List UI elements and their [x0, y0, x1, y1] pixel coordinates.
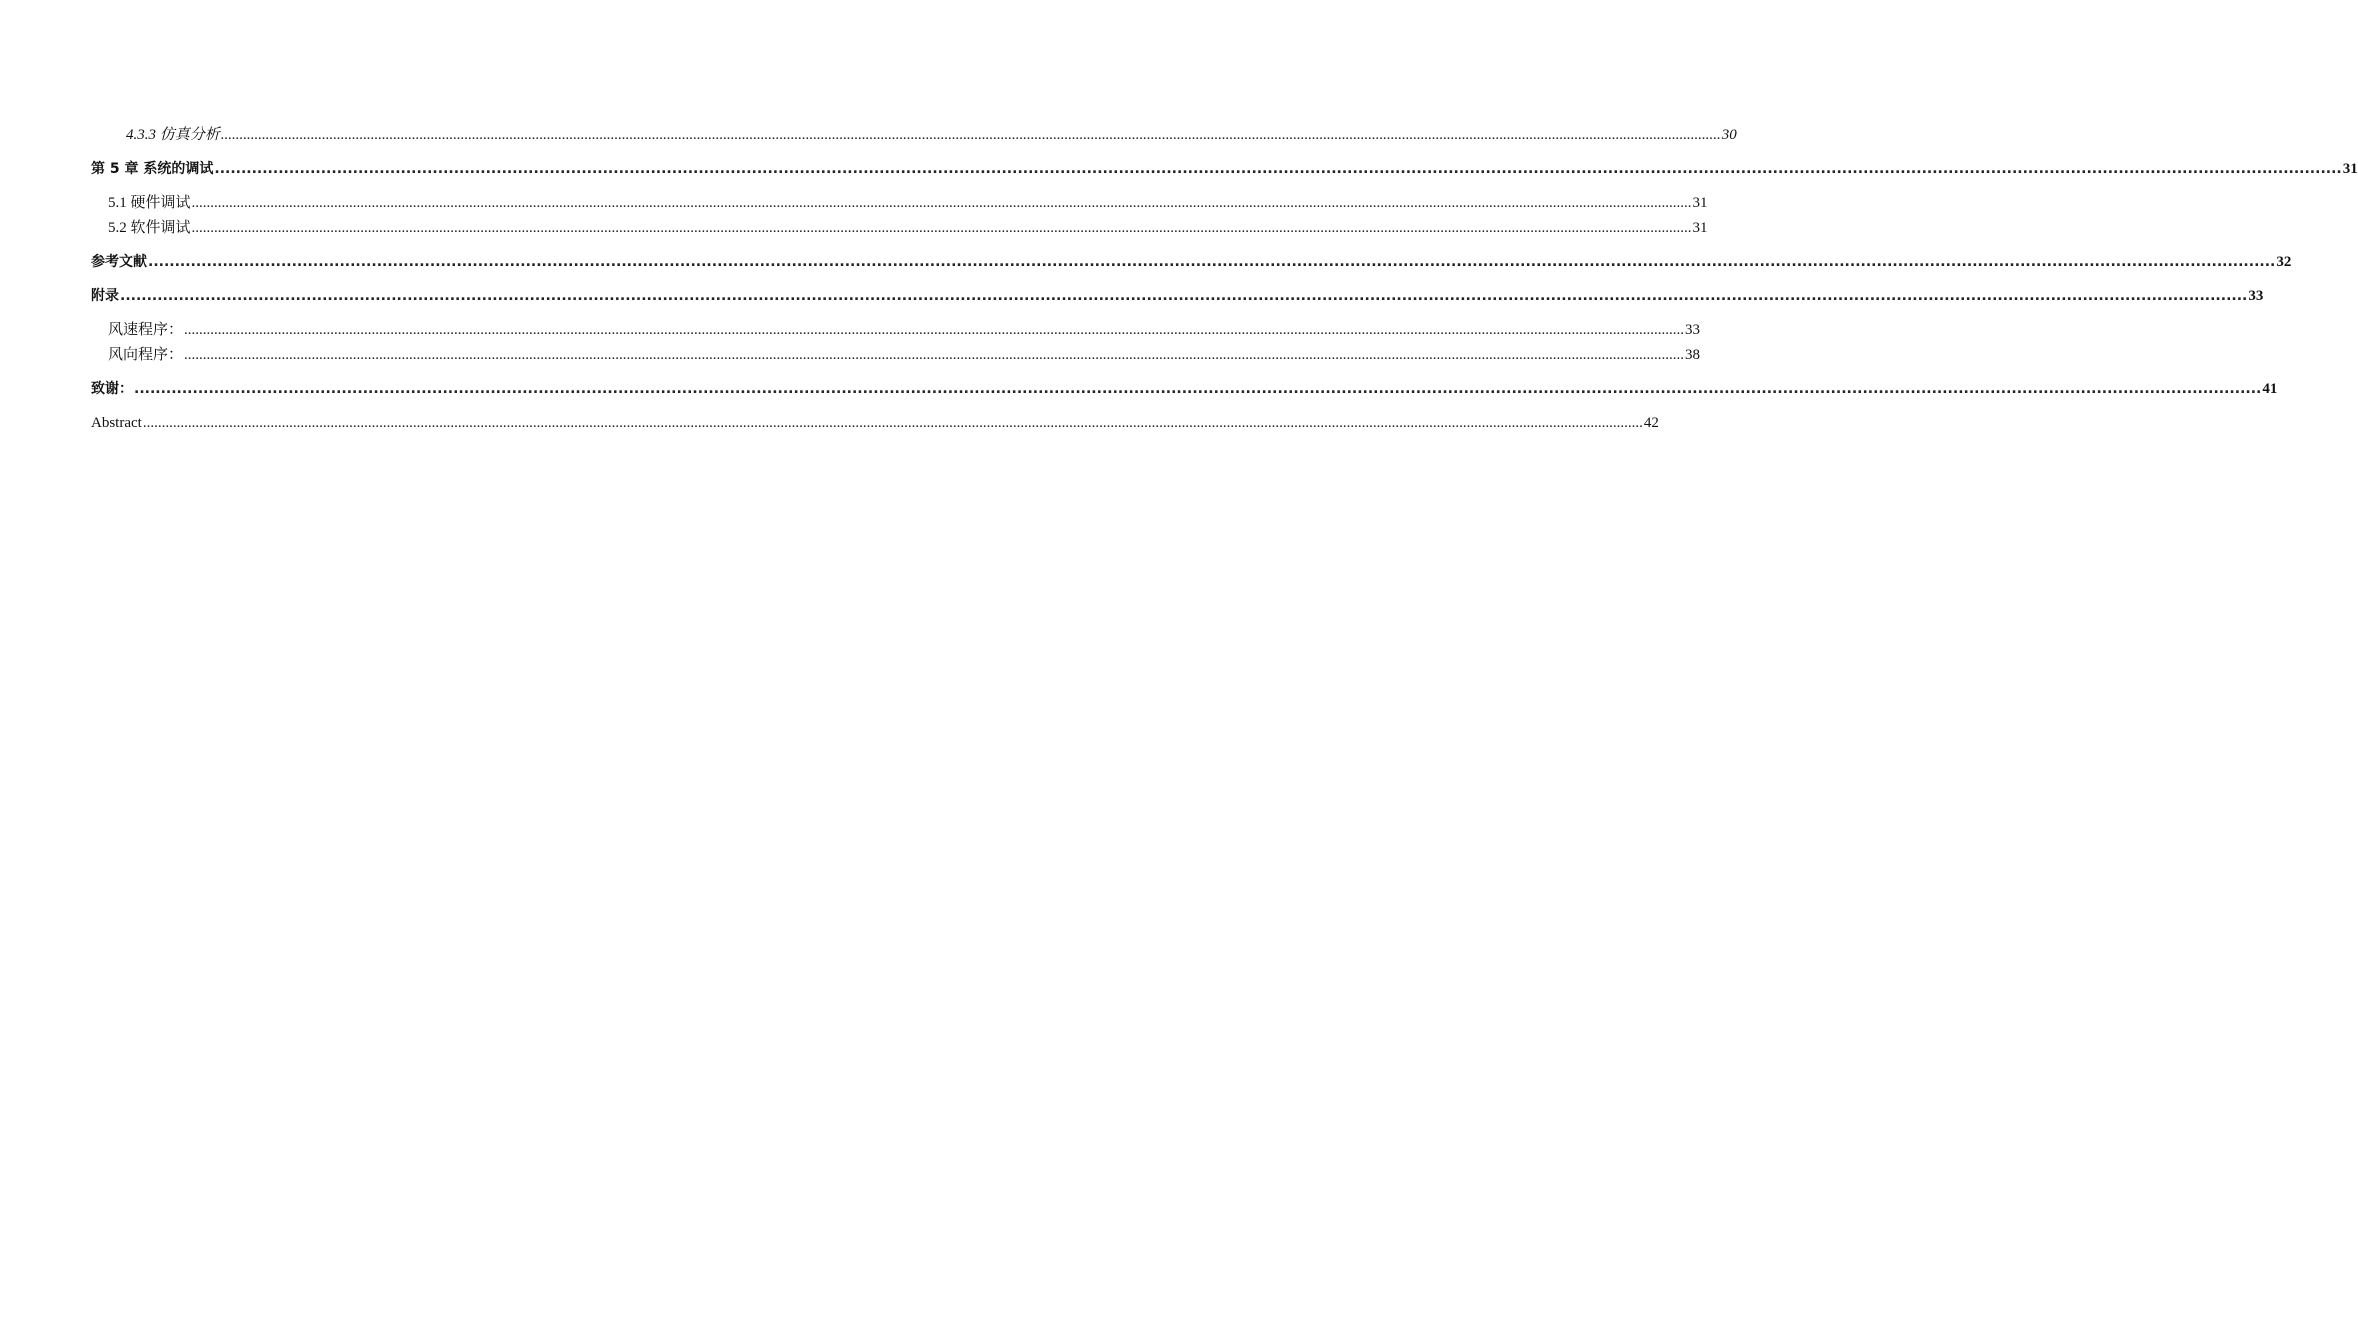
dot-leader: ................................................................................................................................................................................................................................................................................................................................................................................................................ — [134, 381, 2262, 397]
toc-entry-acknowledgements[interactable] — [91, 378, 2278, 400]
dot-leader: ................................................................................................................................................................................................................................................................................................................................................................................................................ — [191, 195, 1692, 211]
toc-entry-page: 42 — [1643, 415, 1659, 431]
toc-entry-label: 5.1 硬件调试 — [108, 195, 191, 211]
toc-entry-abstract[interactable] — [91, 412, 1659, 434]
dot-leader: ................................................................................................................................................................................................................................................................................................................................................................................................................ — [148, 254, 2276, 270]
dot-leader: ................................................................................................................................................................................................................................................................................................................................................................................................................ — [214, 161, 2342, 177]
toc-entry-page: 31 — [1692, 195, 1708, 211]
toc-entry-page: 31 — [1692, 220, 1708, 236]
toc-entry-wind-speed-program[interactable] — [91, 319, 1701, 341]
toc-entry-wind-direction-program[interactable] — [91, 344, 1701, 366]
dot-leader: ................................................................................................................................................................................................................................................................................................................................................................................................................ — [220, 127, 1721, 143]
table-of-contents — [91, 124, 2358, 434]
toc-entry-references[interactable] — [91, 251, 2292, 273]
toc-entry-label: 风向程序： — [108, 347, 184, 363]
toc-entry-page: 32 — [2276, 254, 2292, 270]
toc-entry-label: 致谢： — [91, 381, 133, 397]
dot-leader: ................................................................................................................................................................................................................................................................................................................................................................................................................ — [184, 347, 1685, 363]
toc-entry-label: 5.2 软件调试 — [108, 220, 191, 236]
dot-leader: ................................................................................................................................................................................................................................................................................................................................................................................................................ — [120, 288, 2248, 304]
toc-entry-chapter-5[interactable] — [91, 158, 2358, 180]
toc-entry-page: 31 — [2342, 161, 2358, 177]
toc-entry-label: 附录 — [91, 288, 119, 304]
toc-entry-appendix[interactable] — [91, 285, 2264, 307]
dot-leader: ................................................................................................................................................................................................................................................................................................................................................................................................................ — [142, 415, 1643, 431]
dot-leader: ................................................................................................................................................................................................................................................................................................................................................................................................................ — [184, 322, 1685, 338]
toc-entry-label: Abstract — [91, 415, 142, 431]
toc-entry-label: 4.3.3 仿真分析 — [126, 127, 220, 143]
toc-entry-5-2[interactable] — [91, 217, 1708, 239]
toc-entry-page: 30 — [1721, 127, 1737, 143]
toc-entry-5-1[interactable] — [91, 192, 1708, 214]
toc-entry-label: 风速程序： — [108, 322, 184, 338]
toc-entry-4-3-3[interactable] — [91, 124, 1737, 146]
toc-entry-label: 第 5 章 系统的调试 — [91, 161, 214, 177]
toc-entry-page: 38 — [1685, 347, 1701, 363]
toc-entry-page: 33 — [1685, 322, 1701, 338]
toc-entry-label: 参考文献 — [91, 254, 147, 270]
toc-entry-page: 33 — [2248, 288, 2264, 304]
dot-leader: ................................................................................................................................................................................................................................................................................................................................................................................................................ — [191, 220, 1692, 236]
toc-entry-page: 41 — [2262, 381, 2278, 397]
